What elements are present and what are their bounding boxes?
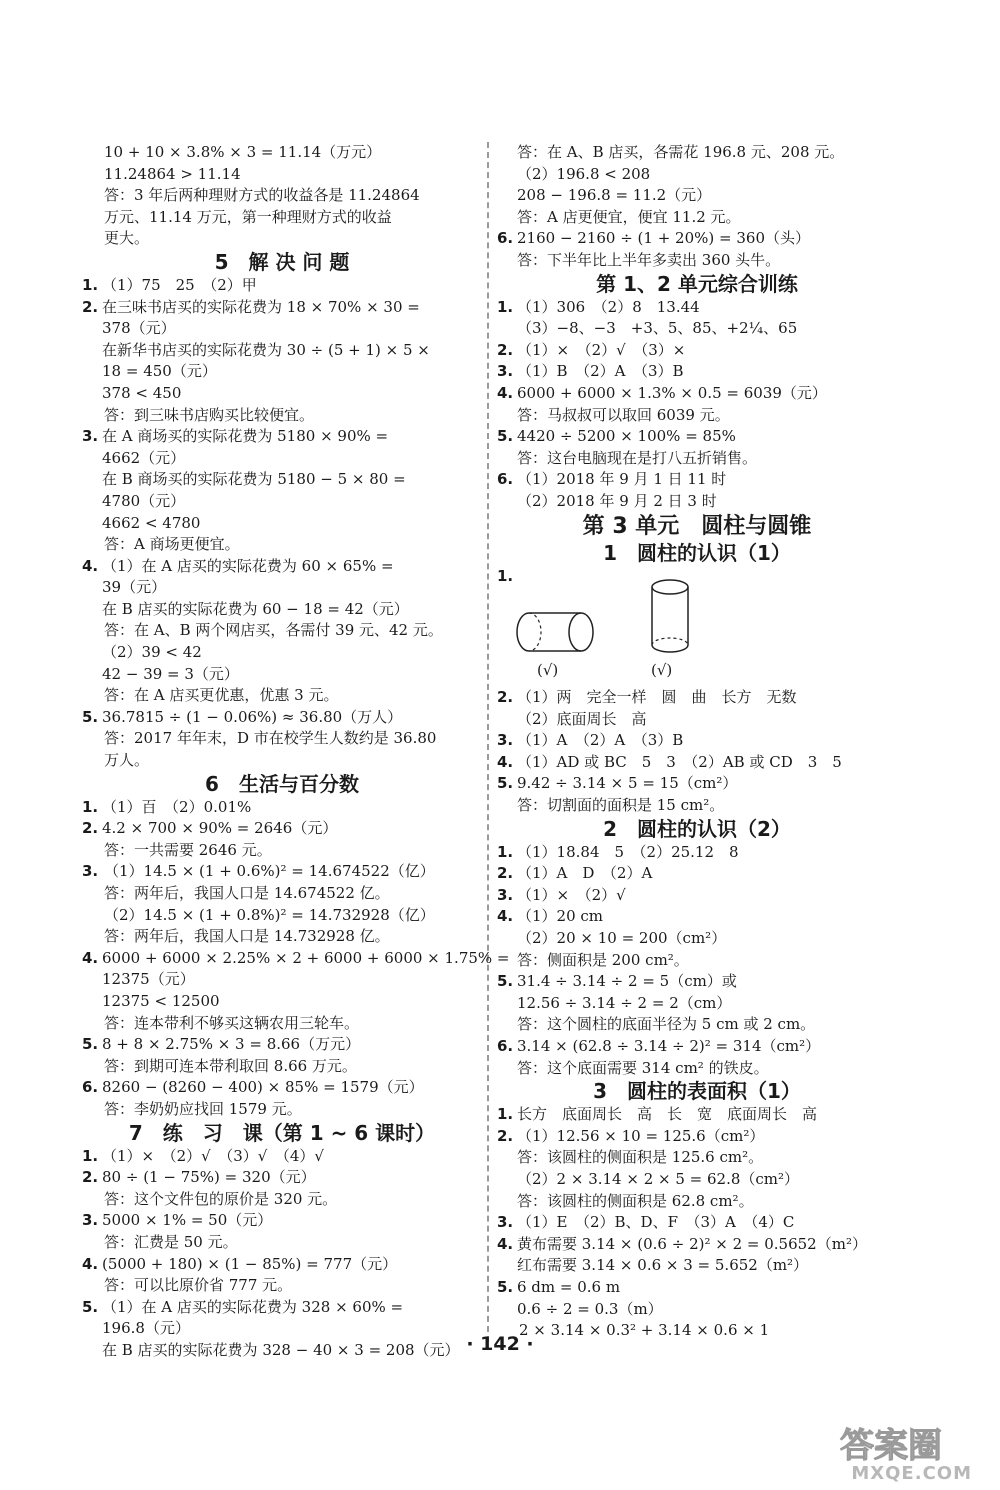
answer-line — [82, 164, 482, 186]
answer-text: 2160 − 2160 ÷ (1 + 20%) = 360（头） — [517, 229, 810, 248]
question-number: 1. — [82, 1146, 99, 1165]
answer-line — [497, 928, 897, 950]
question-number: 4. — [82, 556, 99, 575]
section-heading: 5 解 决 问 题 — [214, 249, 350, 274]
answer-line — [82, 1210, 482, 1232]
question-number: 3. — [82, 862, 99, 881]
answer-text: 答：连本带利不够买这辆农用三轮车。 — [104, 1013, 360, 1032]
answer-text: 12.56 ÷ 3.14 ÷ 2 = 2（cm） — [517, 993, 732, 1012]
question-number: 5. — [497, 1277, 514, 1296]
question-number: 1. — [497, 1105, 514, 1124]
answer-text: 答：这个圆柱的底面半径为 5 cm 或 2 cm。 — [517, 1015, 816, 1034]
answer-line — [82, 1254, 482, 1276]
answer-text: （2）14.5 × (1 + 0.8%)² = 14.732928（亿） — [104, 905, 435, 924]
answer-text: （1）A （2）A （3）B — [517, 731, 684, 750]
question-number: 4. — [497, 907, 514, 926]
answer-line — [497, 1299, 897, 1321]
answer-text: 8 + 8 × 2.75% × 3 = 8.66（万元） — [102, 1035, 361, 1054]
answer-text: （1）14.5 × (1 + 0.6%)² = 14.674522（亿） — [104, 862, 435, 881]
question-number: 5. — [497, 427, 514, 446]
section-heading: 3 圆柱的表面积（1） — [593, 1079, 801, 1104]
answer-text: (5000 + 180) × (1 − 85%) = 777（元） — [102, 1254, 398, 1273]
column-divider — [487, 142, 489, 1342]
answer-line — [497, 1036, 897, 1058]
question-number: 5. — [82, 1035, 99, 1054]
answer-line — [82, 383, 482, 405]
answer-text: 答：在 A、B 店买，各需花 196.8 元、208 元。 — [517, 143, 845, 161]
answer-line — [82, 340, 482, 362]
answer-line — [82, 297, 482, 319]
question-number: 2. — [497, 864, 514, 883]
answer-text: 5000 × 1% = 50（元） — [102, 1211, 273, 1230]
answer-text: 8260 − (8260 − 400) × 85% = 1579（元） — [102, 1078, 424, 1097]
section-heading: 7 练 习 课（第 1 ~ 6 课时） — [128, 1120, 436, 1145]
answer-text: 6000 + 6000 × 2.25% × 2 + 6000 + 6000 × 1.75% = — [102, 948, 510, 967]
answer-text: （1）× （2）√ — [517, 885, 626, 904]
answer-line — [82, 1099, 482, 1121]
answer-line — [82, 318, 482, 340]
answer-text: 万人。 — [104, 751, 150, 770]
answer-line — [82, 948, 510, 970]
answer-text: 答：到期可连本带利取回 8.66 万元。 — [104, 1056, 357, 1075]
answer-line — [82, 1146, 482, 1168]
answer-line — [497, 885, 897, 907]
section-heading: 1 圆柱的认识（1） — [603, 540, 791, 565]
answer-text: （1）75 25 （2）甲 — [102, 275, 257, 294]
answer-text: 36.7815 ÷ (1 − 0.06%) ≈ 36.80（万人） — [102, 707, 403, 726]
answer-line — [82, 491, 482, 513]
question-number: 4. — [497, 383, 514, 402]
answer-line — [497, 950, 897, 972]
answer-line — [497, 1169, 897, 1191]
answer-text: 答：这个底面需要 314 cm² 的铁皮。 — [517, 1058, 769, 1077]
question-number: 6. — [497, 470, 514, 489]
answer-line — [82, 361, 482, 383]
watermark-site: MXQE.COM — [851, 1463, 972, 1484]
answer-line — [497, 1104, 897, 1126]
answer-text: （1）百 （2）0.01% — [102, 797, 252, 816]
horizontal-cylinder-figure — [515, 609, 597, 655]
answer-text: （1）AD 或 BC 5 3 （2）AB 或 CD 3 5 — [517, 752, 842, 771]
answer-text: 万元、11.14 万元，第一种理财方式的收益 — [104, 207, 392, 226]
answer-text: 12375 < 12500 — [102, 991, 220, 1010]
answer-text: 4780（元） — [102, 491, 186, 510]
answer-line — [82, 883, 482, 905]
answer-text: （2）底面周长 高 — [517, 709, 647, 728]
answer-text: 0.6 ÷ 2 = 0.3（m） — [517, 1299, 663, 1318]
answer-text: （1）两 完全一样 圆 曲 长方 无数 — [517, 688, 797, 707]
answer-text: 378（元） — [102, 319, 176, 338]
answer-line — [497, 318, 897, 340]
question-number: 6. — [497, 1037, 514, 1055]
answer-line — [497, 142, 897, 164]
answer-line — [82, 861, 482, 883]
answer-text: 10 + 10 × 3.8% × 3 = 11.14（万元） — [104, 143, 382, 161]
answer-line — [82, 750, 482, 772]
answer-text: 答：侧面积是 200 cm²。 — [517, 950, 689, 969]
question-number: 1. — [497, 566, 514, 585]
answer-line — [497, 1212, 897, 1234]
answer-text: 4.2 × 700 × 90% = 2646（元） — [102, 819, 338, 838]
answer-text: 31.4 ÷ 3.14 ÷ 2 = 5（cm）或 — [517, 972, 737, 991]
section-heading: 6 生活与百分数 — [205, 771, 359, 796]
question-number: 1. — [82, 797, 99, 816]
answer-line — [497, 1058, 897, 1080]
answer-line — [497, 687, 897, 709]
answer-line — [82, 797, 482, 819]
answer-line — [82, 1297, 482, 1319]
answer-line — [82, 534, 482, 556]
answer-text: 答：一共需要 2646 元。 — [104, 840, 272, 859]
answer-text: 更大。 — [104, 229, 150, 248]
answer-line — [497, 207, 897, 229]
answer-text: 208 − 196.8 = 11.2（元） — [517, 186, 712, 205]
answer-line — [497, 340, 897, 362]
answer-line — [82, 991, 482, 1013]
answer-line — [497, 228, 897, 250]
answer-text: （1）A D （2）A — [517, 864, 653, 883]
answer-line — [82, 207, 482, 229]
answer-text: 答：切割面的面积是 15 cm²。 — [517, 796, 725, 815]
right-column — [497, 142, 897, 1342]
figure-check-mark: (√) — [537, 661, 559, 680]
answer-text: 答：A 商场更便宜。 — [104, 535, 240, 554]
section-heading: 第 1、2 单元综合训练 — [596, 271, 798, 296]
answer-text: 12375（元） — [102, 970, 195, 989]
answer-line — [82, 1034, 482, 1056]
answer-text: 答：该圆柱的侧面积是 125.6 cm²。 — [517, 1148, 764, 1167]
answer-text: 4662 < 4780 — [102, 513, 201, 532]
answer-text: （1）B （2）A （3）B — [517, 362, 684, 381]
answer-text: 答：可以比原价省 777 元。 — [104, 1276, 293, 1295]
answer-text: 答：马叔叔可以取回 6039 元。 — [517, 405, 730, 424]
answer-line — [497, 1191, 897, 1213]
answer-line — [82, 513, 482, 535]
answer-line — [82, 1275, 482, 1297]
answer-line — [82, 840, 482, 862]
answer-line — [497, 1014, 897, 1036]
section-heading: 2 圆柱的认识（2） — [603, 816, 791, 841]
answer-text: 42 − 39 = 3（元） — [102, 664, 239, 683]
question-number: 2. — [497, 340, 514, 359]
answer-text: 6 dm = 0.6 m — [517, 1277, 621, 1296]
answer-text: 答：该圆柱的侧面积是 62.8 cm²。 — [517, 1191, 754, 1210]
answer-text: （1）12.56 × 10 = 125.6（cm²） — [517, 1126, 765, 1145]
answer-text: 4662（元） — [102, 448, 186, 467]
cylinder-figures — [497, 587, 897, 687]
answer-text: 答：2017 年年末，D 市在校学生人数约是 36.80 — [104, 729, 437, 748]
answer-text: 答：这个文件包的原价是 320 元。 — [104, 1189, 338, 1208]
answer-line — [497, 297, 897, 319]
answer-line — [82, 142, 482, 164]
question-number: 1. — [497, 842, 514, 861]
question-number: 3. — [497, 885, 514, 904]
watermark — [782, 1418, 972, 1484]
question-number: 4. — [82, 1254, 99, 1273]
answer-text: 在 B 店买的实际花费为 328 − 40 × 3 = 208（元） — [102, 1340, 460, 1359]
question-number: 6. — [82, 1078, 99, 1097]
answer-line — [82, 1013, 482, 1035]
answer-line — [82, 642, 482, 664]
answer-line — [82, 926, 482, 948]
answer-text: 答：在 A 店买更优惠，优惠 3 元。 — [104, 686, 339, 705]
answer-line — [497, 752, 897, 774]
answer-line — [497, 863, 897, 885]
vertical-cylinder-figure — [645, 577, 695, 657]
answer-line — [82, 1077, 482, 1099]
answer-text: 在 B 店买的实际花费为 60 − 18 = 42（元） — [102, 599, 409, 618]
answer-line — [497, 842, 897, 864]
answer-line — [497, 383, 897, 405]
answer-line — [82, 275, 482, 297]
question-number: 3. — [82, 1211, 99, 1230]
answer-text: 11.24864 > 11.14 — [104, 164, 241, 183]
question-number: 3. — [497, 362, 514, 381]
answer-text: （2）2 × 3.14 × 2 × 5 = 62.8（cm²） — [517, 1169, 800, 1188]
answer-line — [82, 969, 482, 991]
answer-line — [82, 707, 482, 729]
answer-line — [497, 491, 897, 513]
answer-line — [82, 685, 482, 707]
answer-line — [82, 469, 482, 491]
answer-text: 答：到三味书店购买比较便宜。 — [104, 405, 315, 424]
answer-line — [497, 795, 897, 817]
answer-text: （1）18.84 5 （2）25.12 8 — [517, 842, 739, 861]
answer-line — [497, 426, 897, 448]
answer-text: （1）在 A 店买的实际花费为 60 × 65% = — [102, 556, 394, 575]
answer-text: 在 A 商场买的实际花费为 5180 × 90% = — [102, 427, 389, 446]
answer-line — [497, 361, 897, 383]
answer-text: 在 B 商场买的实际花费为 5180 − 5 × 80 = — [102, 470, 406, 489]
answer-line — [82, 405, 482, 427]
answer-text: 答：在 A、B 两个网店买，各需付 39 元、42 元。 — [104, 621, 443, 640]
answer-line — [497, 1234, 897, 1256]
answer-line — [82, 818, 482, 840]
question-number: 3. — [497, 1213, 514, 1232]
answer-line — [82, 664, 482, 686]
question-number: 3. — [497, 731, 514, 750]
answer-text: 答：3 年后两种理财方式的收益各是 11.24864 — [104, 186, 420, 205]
answer-line — [82, 228, 482, 250]
answer-line — [82, 1167, 482, 1189]
answer-text: 196.8（元） — [102, 1319, 190, 1338]
answer-text: （1）306 （2）8 13.44 — [517, 297, 700, 316]
answer-line — [497, 185, 897, 207]
answer-text: 答：两年后，我国人口是 14.732928 亿。 — [104, 927, 390, 946]
answer-line — [497, 773, 897, 795]
question-number: 1. — [82, 275, 99, 294]
answer-line — [497, 469, 897, 491]
answer-text: （2）39 < 42 — [102, 643, 202, 662]
question-number: 1. — [497, 297, 514, 316]
answer-text: 答：汇费是 50 元。 — [104, 1232, 238, 1251]
answer-line — [82, 1056, 482, 1078]
answer-text: 答：下半年比上半年多卖出 360 头牛。 — [517, 250, 781, 269]
question-number: 2. — [82, 819, 99, 838]
answer-line — [82, 599, 482, 621]
answer-text: （2）20 × 10 = 200（cm²） — [517, 929, 727, 948]
answer-text: 39（元） — [102, 578, 167, 597]
answer-line — [497, 993, 897, 1015]
answer-line — [497, 164, 897, 186]
answer-text: （1）E （2）B、D、F （3）A （4）C — [517, 1213, 795, 1232]
answer-text: （1）× （2）√ （3）× — [517, 340, 686, 359]
answer-line — [497, 906, 897, 928]
question-number: 6. — [497, 229, 514, 248]
question-number: 2. — [82, 1168, 99, 1187]
answer-text: 378 < 450 — [102, 383, 182, 402]
answer-text: 3.14 × (62.8 ÷ 3.14 ÷ 2)² = 314（cm²） — [517, 1037, 821, 1055]
section-heading: 第 3 单元 圆柱与圆锥 — [582, 513, 812, 539]
answer-text: （1）2018 年 9 月 1 日 11 时 — [517, 470, 727, 489]
answer-text: （3）−8、−3 +3、5、85、+2¼、65 — [517, 319, 798, 338]
answer-text: 答：李奶奶应找回 1579 元。 — [104, 1099, 302, 1118]
answer-line — [497, 709, 897, 731]
answer-text: 4420 ÷ 5200 × 100% = 85% — [517, 427, 736, 446]
answer-text: 答：两年后，我国人口是 14.674522 亿。 — [104, 884, 390, 902]
answer-text: 18 = 450（元） — [102, 362, 217, 381]
question-number: 4. — [497, 752, 514, 771]
question-number: 5. — [82, 707, 99, 726]
answer-line — [82, 1189, 482, 1211]
answer-line — [82, 556, 482, 578]
question-number: 2. — [497, 1126, 514, 1145]
answer-text: 6000 + 6000 × 1.3% × 0.5 = 6039（元） — [517, 383, 827, 402]
answer-line — [82, 577, 482, 599]
answer-text: 长方 底面周长 高 长 宽 底面周长 高 — [517, 1105, 818, 1124]
answer-line — [82, 905, 482, 927]
answer-text: 黄布需要 3.14 × (0.6 ÷ 2)² × 2 = 0.5652（m²） — [517, 1234, 867, 1253]
answer-line — [497, 448, 897, 470]
answer-line — [497, 1255, 897, 1277]
answer-text: 答：A 店更便宜，便宜 11.2 元。 — [517, 207, 741, 226]
question-number: 5. — [497, 774, 514, 793]
answer-text: 9.42 ÷ 3.14 × 5 = 15（cm²） — [517, 774, 738, 793]
answer-line — [82, 185, 482, 207]
answer-text: 在新华书店买的实际花费为 30 ÷ (5 + 1) × 5 × — [102, 340, 430, 359]
answer-line — [497, 405, 897, 427]
answer-line — [497, 1147, 897, 1169]
answer-text: （1）在 A 店买的实际花费为 328 × 60% = — [102, 1297, 404, 1316]
answer-line — [497, 250, 897, 272]
answer-text: （1）20 cm — [517, 907, 604, 926]
page-number: · 142 · — [466, 1333, 534, 1355]
answer-line — [497, 1126, 897, 1148]
question-number: 2. — [82, 297, 99, 316]
answer-text: 红布需要 3.14 × 0.6 × 3 = 5.652（m²） — [517, 1256, 809, 1275]
question-number: 2. — [497, 688, 514, 707]
answer-text: （1）× （2）√ （3）√ （4）√ — [102, 1146, 324, 1165]
answer-line — [497, 971, 897, 993]
answer-line — [497, 1277, 897, 1299]
question-number: 5. — [497, 972, 514, 991]
question-number: 4. — [82, 948, 99, 967]
answer-line — [82, 1232, 482, 1254]
answer-line — [82, 448, 482, 470]
answer-text: 2 × 3.14 × 0.3² + 3.14 × 0.6 × 1 — [519, 1321, 770, 1340]
answer-text: （2）2018 年 9 月 2 日 3 时 — [517, 491, 717, 510]
answer-line — [82, 620, 482, 642]
answer-line — [82, 728, 482, 750]
question-number: 5. — [82, 1297, 99, 1316]
answer-line — [497, 566, 897, 588]
answer-line — [497, 730, 897, 752]
question-number: 4. — [497, 1234, 514, 1253]
question-number: 3. — [82, 427, 99, 446]
answer-text: 答：这台电脑现在是打八五折销售。 — [517, 448, 758, 467]
figure-check-mark: (√) — [651, 661, 673, 680]
watermark-logo: 答案圈 — [840, 1426, 942, 1466]
answer-text: 在三味书店买的实际花费为 18 × 70% × 30 = — [102, 297, 420, 316]
answer-line — [82, 426, 482, 448]
answer-text: （2）196.8 < 208 — [517, 164, 651, 183]
answer-text: 80 ÷ (1 − 75%) = 320（元） — [102, 1168, 316, 1187]
